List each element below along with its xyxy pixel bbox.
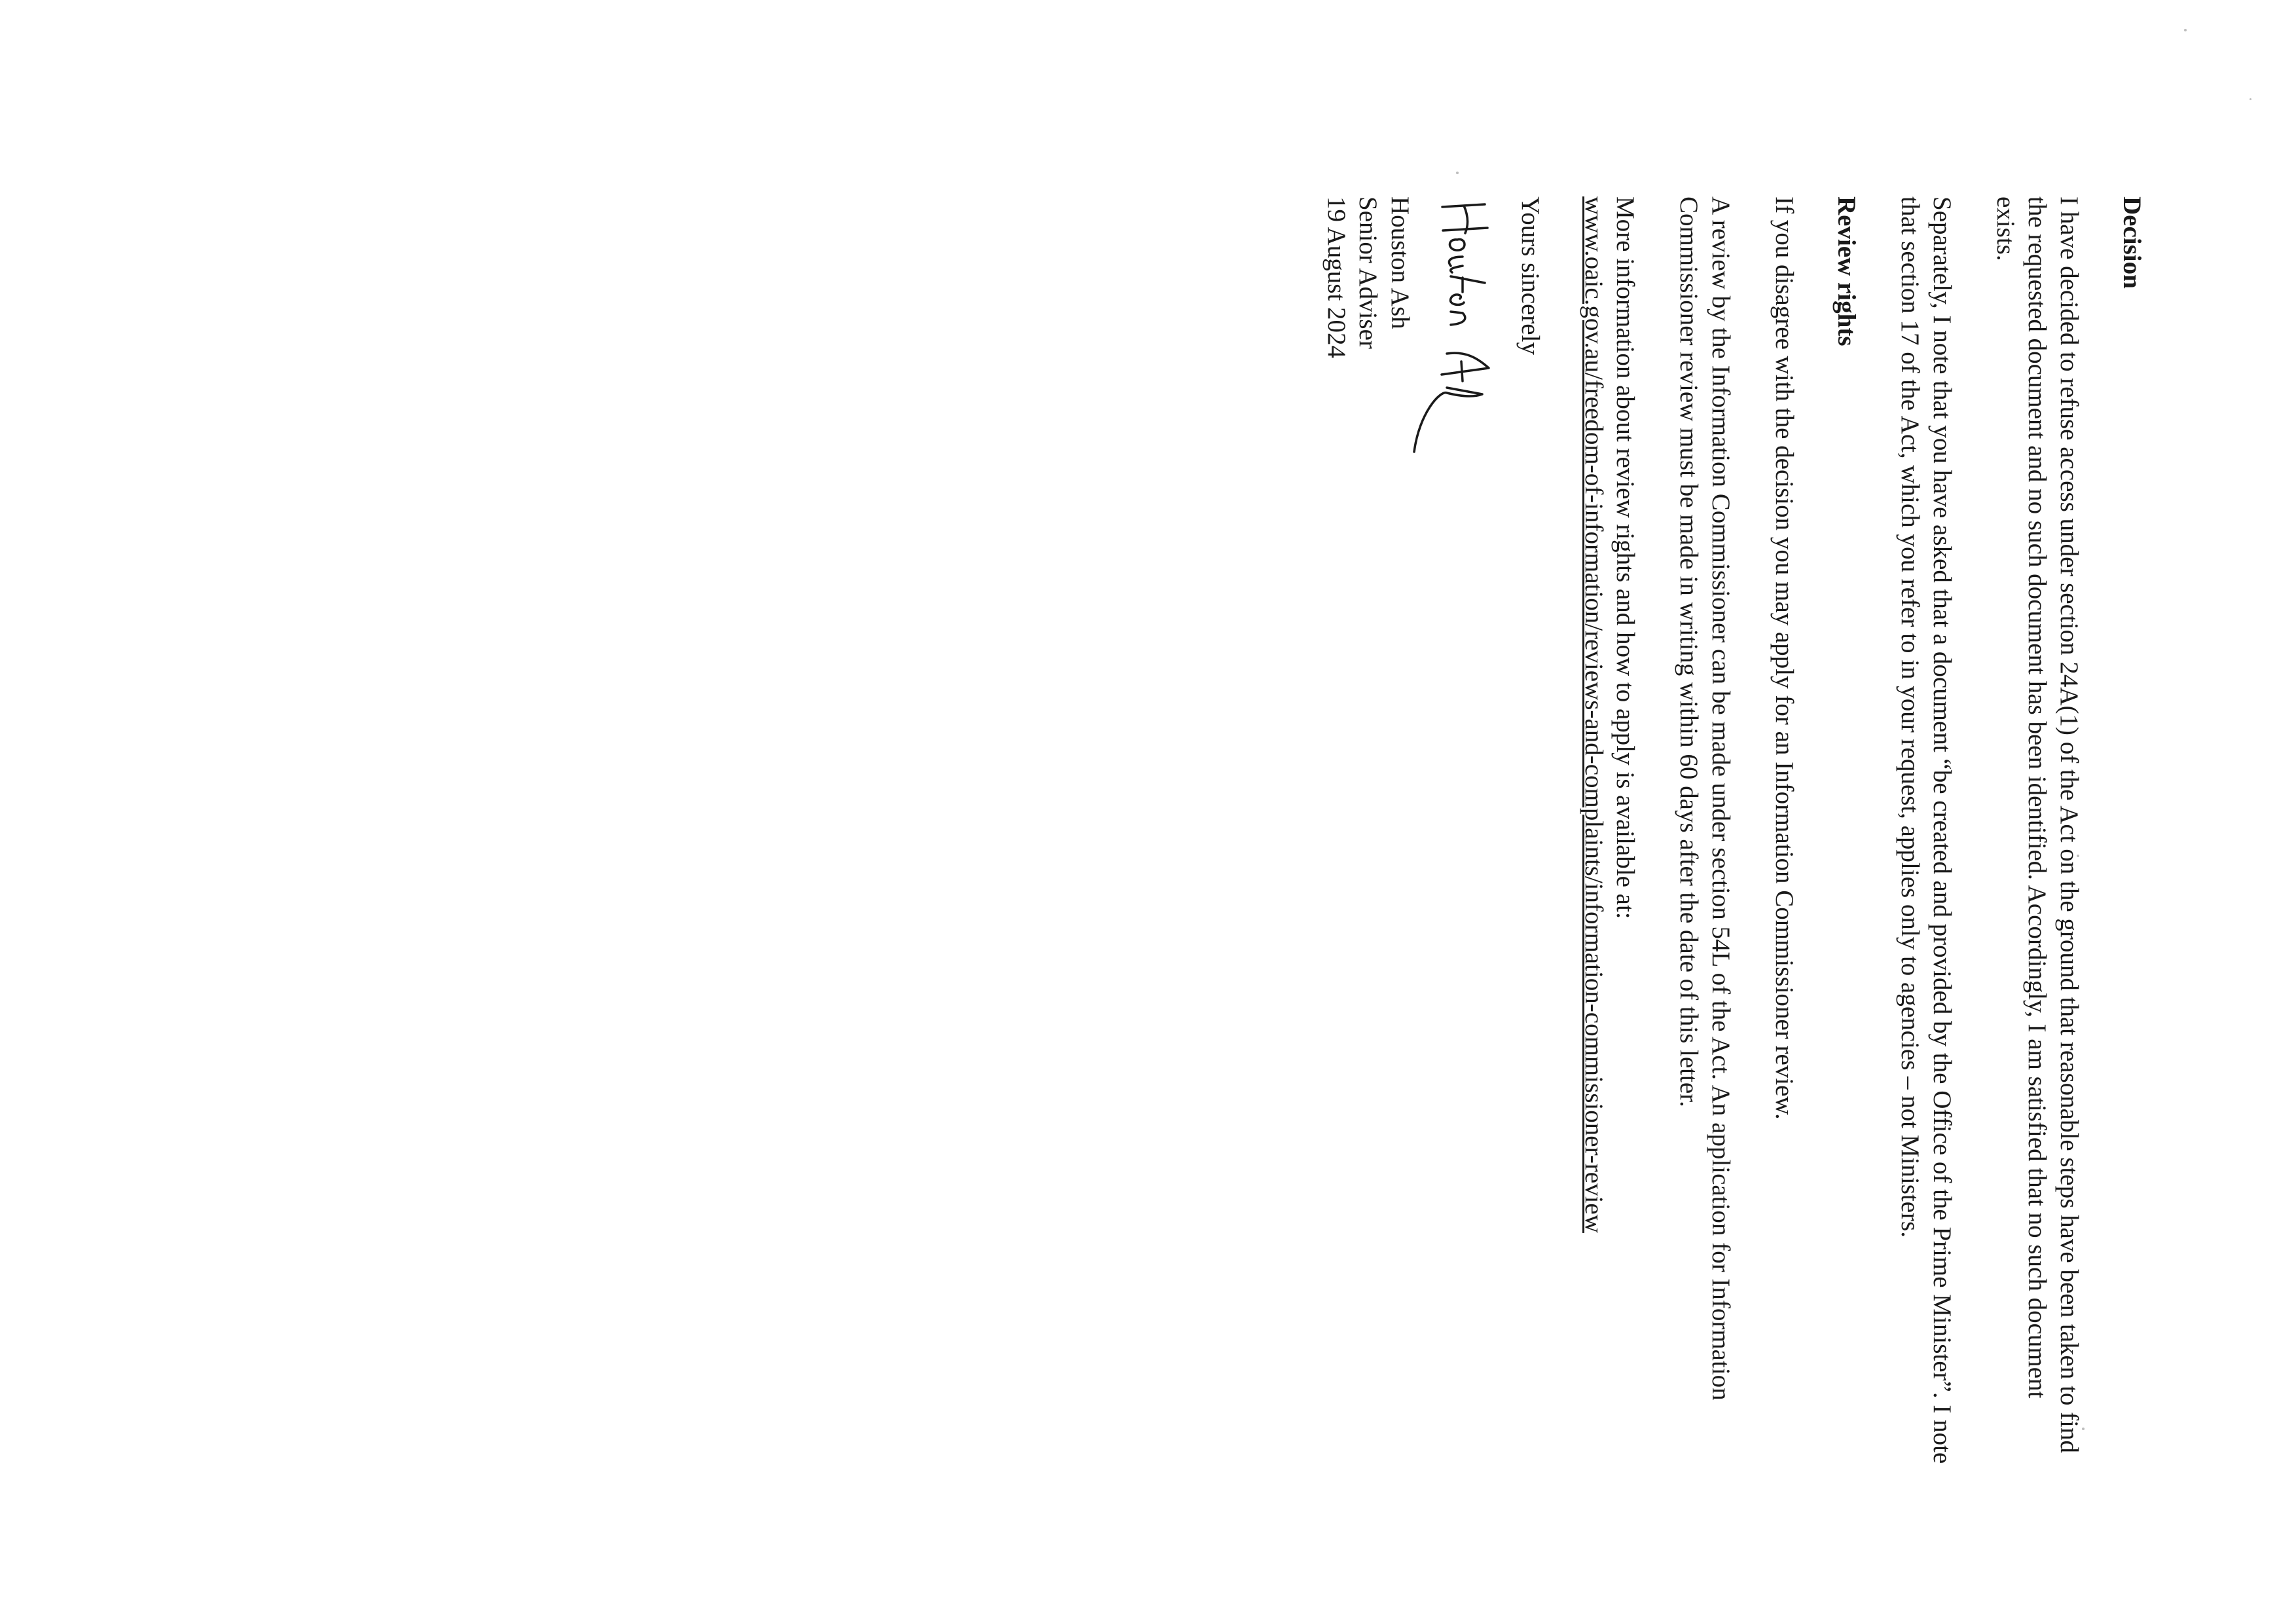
signatory-name: Houston Ash xyxy=(1386,196,1415,329)
oaic-review-link[interactable]: www.oaic.gov.au/freedom-of-information/reviews-and-complaints/information-commissioner-review xyxy=(1579,196,1608,1233)
review-rights-paragraph: If you disagree with the decision you may apply for an Information Commissioner review. xyxy=(1770,196,1798,1120)
signature-block xyxy=(1320,196,1415,1467)
letter-body xyxy=(1320,196,2147,1467)
signature-area xyxy=(1415,196,1514,1467)
review-process-paragraph: A review by the Information Commissioner can be made under section 54L of the Act. An application for Information Commissioner review must be made in writing within 60 days after the date of this letter. xyxy=(1675,196,1735,1401)
scan-speck xyxy=(2250,98,2251,100)
closing-salutation: Yours sincerely xyxy=(1516,196,1544,355)
review-info-text: More information about review rights and how to apply is available at: xyxy=(1611,196,1640,919)
review-rights-heading: Review rights xyxy=(1832,196,1861,346)
scan-speck xyxy=(1456,172,1459,174)
decision-paragraph: I have decided to refuse access under section 24A(1) of the Act on the ground that reasonable steps have been taken to find the requested document and no such document has been identified. Accordingly, I am satisfied that no such document exists. xyxy=(1991,196,2084,1453)
decision-note-paragraph: Separately, I note that you have asked that a document “be created and provided by the Office of the Prime Minister”. I note that section 17 of the Act, which you refer to in your request, applies only to agencies – not Ministers. xyxy=(1896,196,1956,1464)
review-info-paragraph xyxy=(1577,196,1641,1467)
scan-speck xyxy=(2184,29,2187,31)
handwritten-signature xyxy=(1413,196,1511,563)
signatory-title: Senior Adviser xyxy=(1354,196,1383,349)
letter-date: 19 August 2024 xyxy=(1322,196,1351,359)
decision-heading: Decision xyxy=(2118,196,2146,289)
